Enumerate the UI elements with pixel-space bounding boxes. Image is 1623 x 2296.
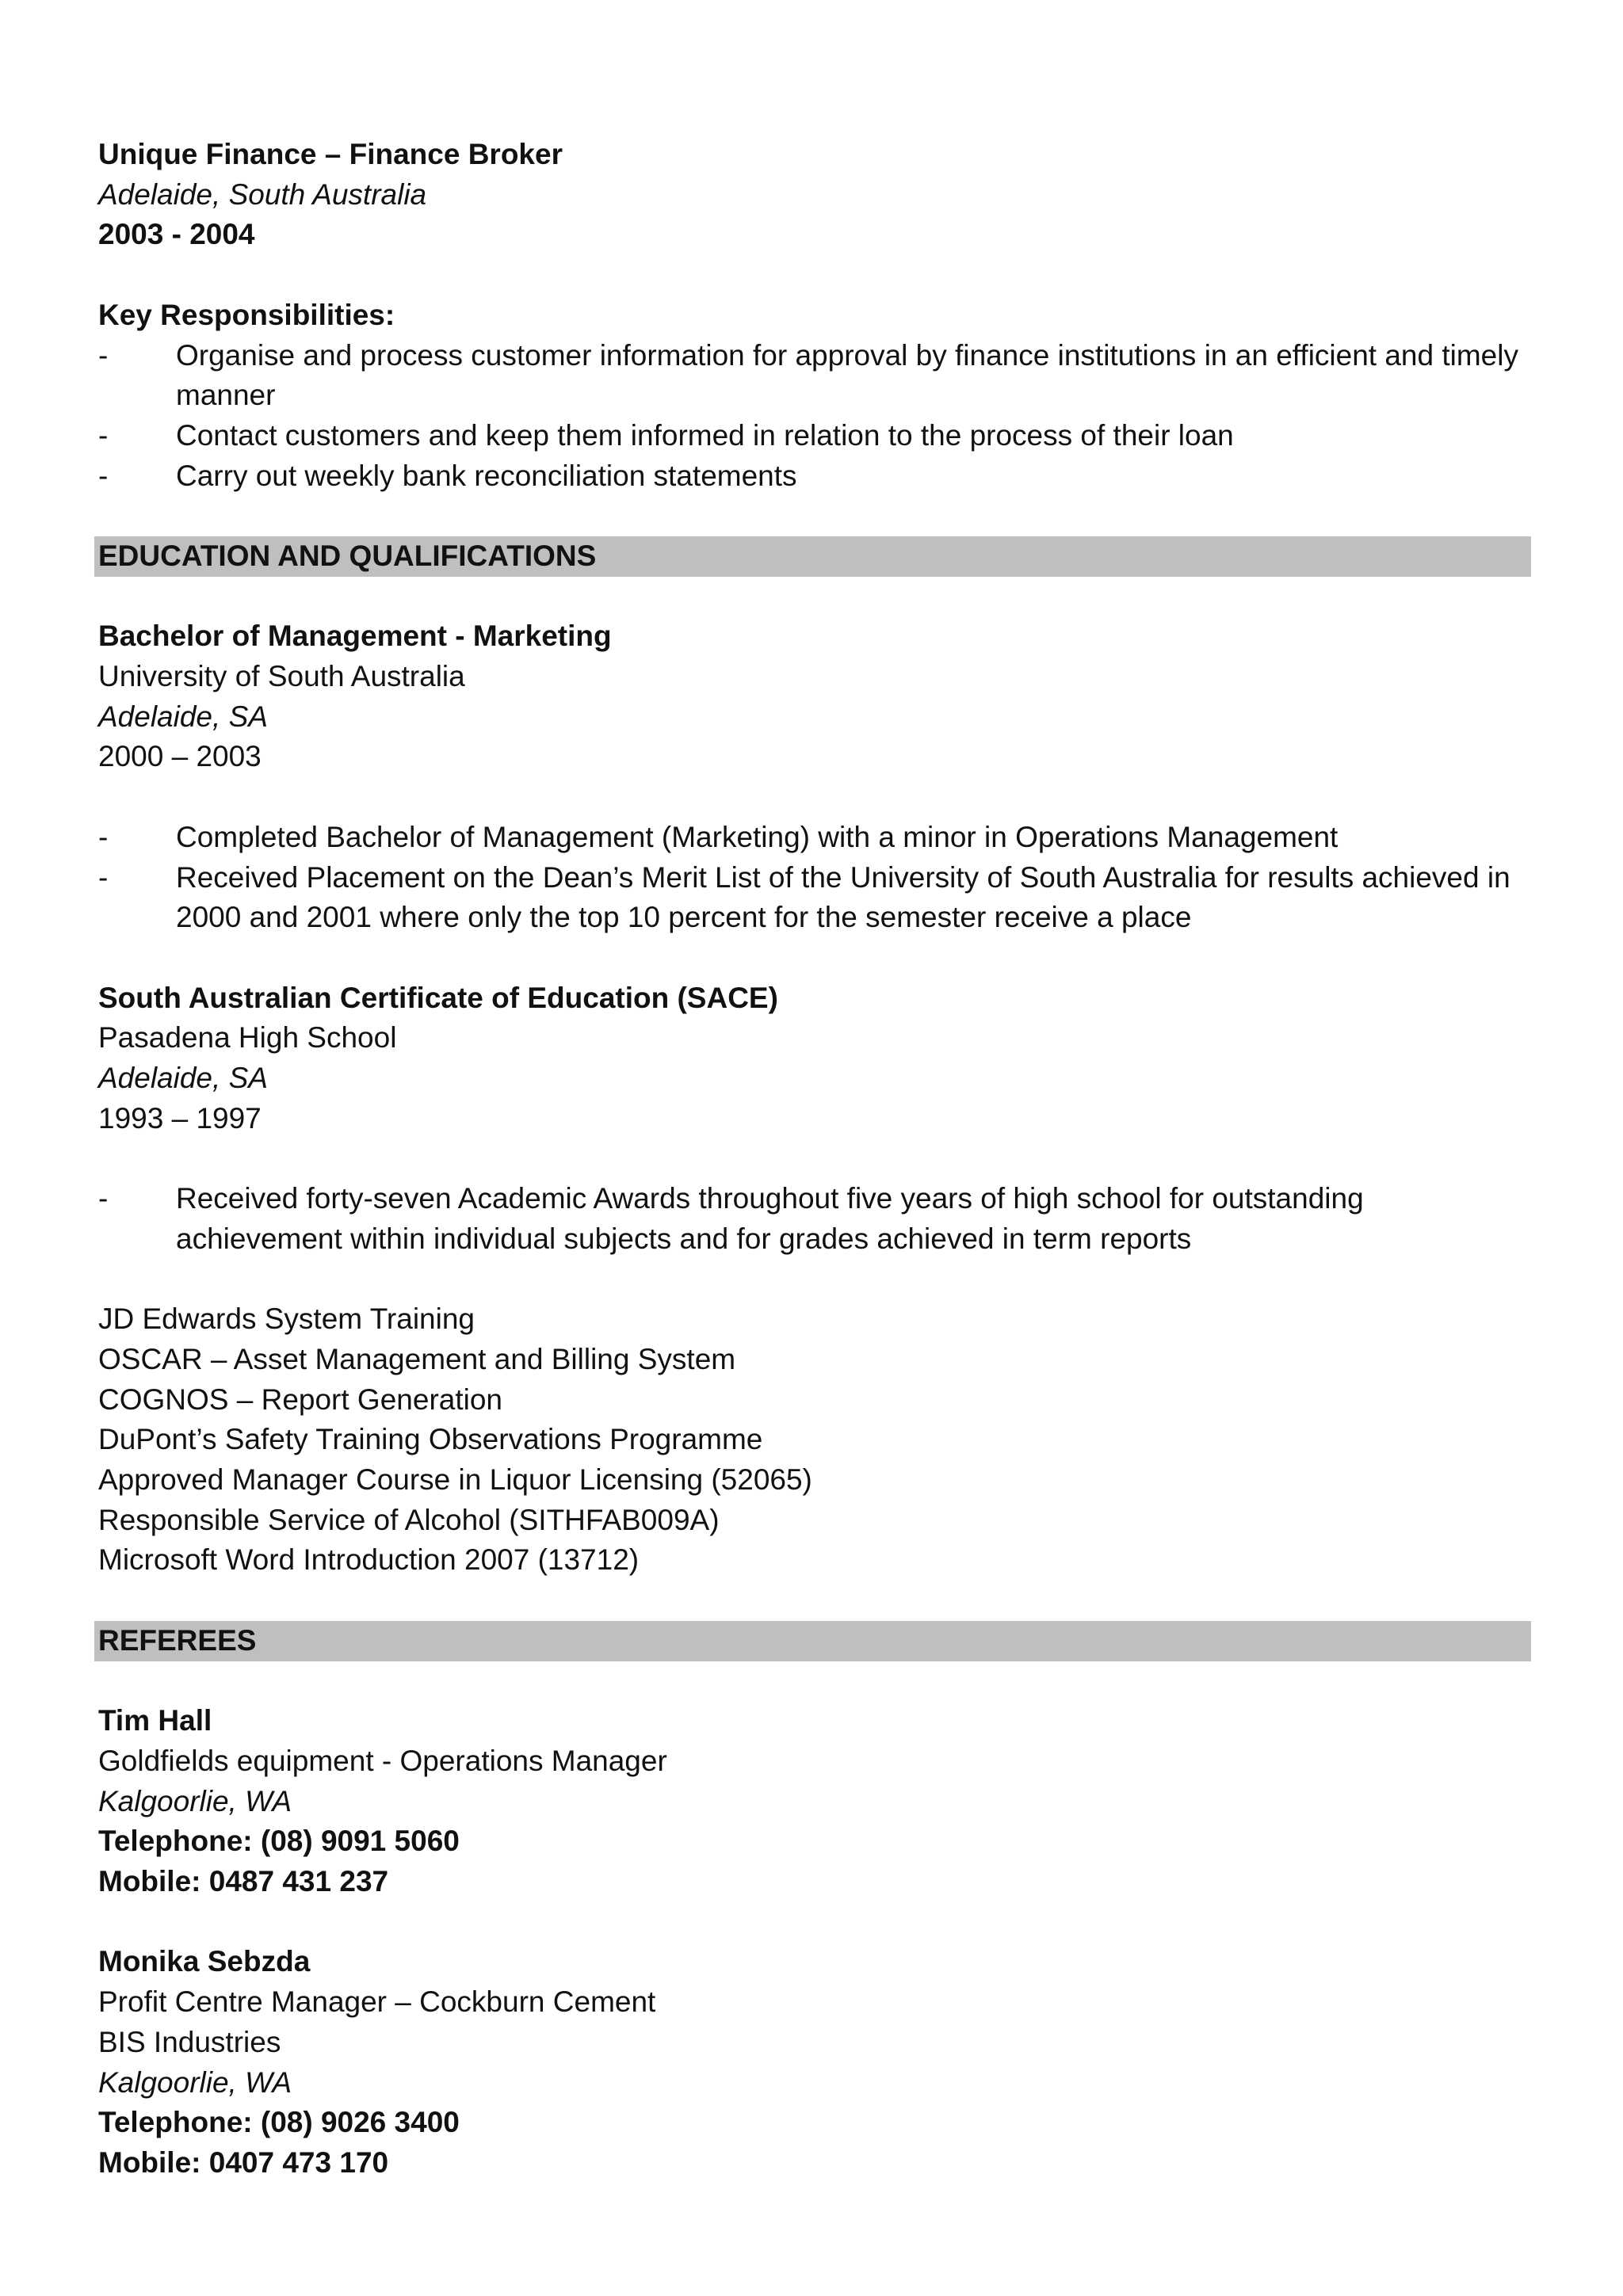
bullet-marker: - [98,820,109,853]
list-item [98,336,1531,416]
section-heading-referees: REFEREES [94,1621,1531,1661]
job-dates: 2003 - 2004 [98,218,255,251]
training-item: Responsible Service of Alcohol (SITHFAB009A) [98,1503,720,1536]
spacer [98,1260,1531,1300]
spacer [98,1902,1531,1943]
job-location: Adelaide, South Australia [98,177,427,211]
referee-telephone: Telephone: (08) 9026 3400 [98,2106,460,2139]
degree-institution: University of South Australia [98,660,465,693]
referee-company: BIS Industries [98,2025,281,2058]
list-item-text: Completed Bachelor of Management (Marketing) with a minor in Operations Management [176,820,1338,853]
training-item: OSCAR – Asset Management and Billing System [98,1342,736,1375]
resume-page [98,135,1531,2183]
training-item: Approved Manager Course in Liquor Licensing (52065) [98,1463,812,1497]
spacer [98,938,1531,978]
school-institution: Pasadena High School [98,1021,397,1055]
referee-role: Goldfields equipment - Operations Manager [98,1744,667,1777]
spacer [98,255,1531,296]
referee-mobile: Mobile: 0407 473 170 [98,2145,389,2179]
spacer [98,1138,1531,1179]
bullet-marker: - [98,418,109,452]
bullet-marker: - [98,860,109,894]
referee-name: Tim Hall [98,1704,212,1737]
school-dates: 1993 – 1997 [98,1101,262,1135]
school-title: South Australian Certificate of Education (SACE) [98,981,778,1014]
list-item-text: Carry out weekly bank reconciliation statements [176,459,797,492]
bullet-marker: - [98,338,109,372]
school-location: Adelaide, SA [98,1062,268,1095]
spacer [98,496,1531,536]
degree-title: Bachelor of Management - Marketing [98,620,612,653]
responsibilities-heading: Key Responsibilities: [98,298,395,331]
training-item: Microsoft Word Introduction 2007 (13712) [98,1543,640,1577]
list-item [98,1179,1531,1259]
referee-location: Kalgoorlie, WA [98,2065,292,2099]
spacer [98,577,1531,617]
list-item [98,818,1531,858]
list-item-text: Contact customers and keep them informed in relation to the process of their loan [176,418,1234,452]
list-item-text: Received forty-seven Academic Awards throughout five years of high school for outstanding achievement within individual subjects and for grades achieved in term reports [176,1182,1364,1255]
list-item [98,858,1531,938]
spacer [98,777,1531,818]
degree-dates: 2000 – 2003 [98,740,262,773]
degree-location: Adelaide, SA [98,700,268,733]
job-title: Unique Finance – Finance Broker [98,138,563,170]
list-item [98,456,1531,497]
section-heading-education: EDUCATION AND QUALIFICATIONS [94,536,1531,577]
training-item: COGNOS – Report Generation [98,1383,502,1416]
spacer [98,1661,1531,1702]
list-item [98,416,1531,456]
training-item: JD Edwards System Training [98,1302,475,1336]
list-item-text: Received Placement on the Dean’s Merit List of the University of South Australia for results achieved in 2000 and 2001 where only the top 10 percent for the semester receive a place [176,860,1510,934]
training-item: DuPont’s Safety Training Observations Programme [98,1423,763,1456]
bullet-marker: - [98,1182,109,1215]
referee-role: Profit Centre Manager – Cockburn Cement [98,1985,656,2019]
spacer [98,1581,1531,1621]
list-item-text: Organise and process customer information for approval by finance institutions in an efficient and timely manner [176,338,1518,412]
referee-mobile: Mobile: 0487 431 237 [98,1865,389,1898]
referee-name: Monika Sebzda [98,1945,311,1978]
referee-location: Kalgoorlie, WA [98,1784,292,1817]
bullet-marker: - [98,459,109,492]
referee-telephone: Telephone: (08) 9091 5060 [98,1825,460,1858]
